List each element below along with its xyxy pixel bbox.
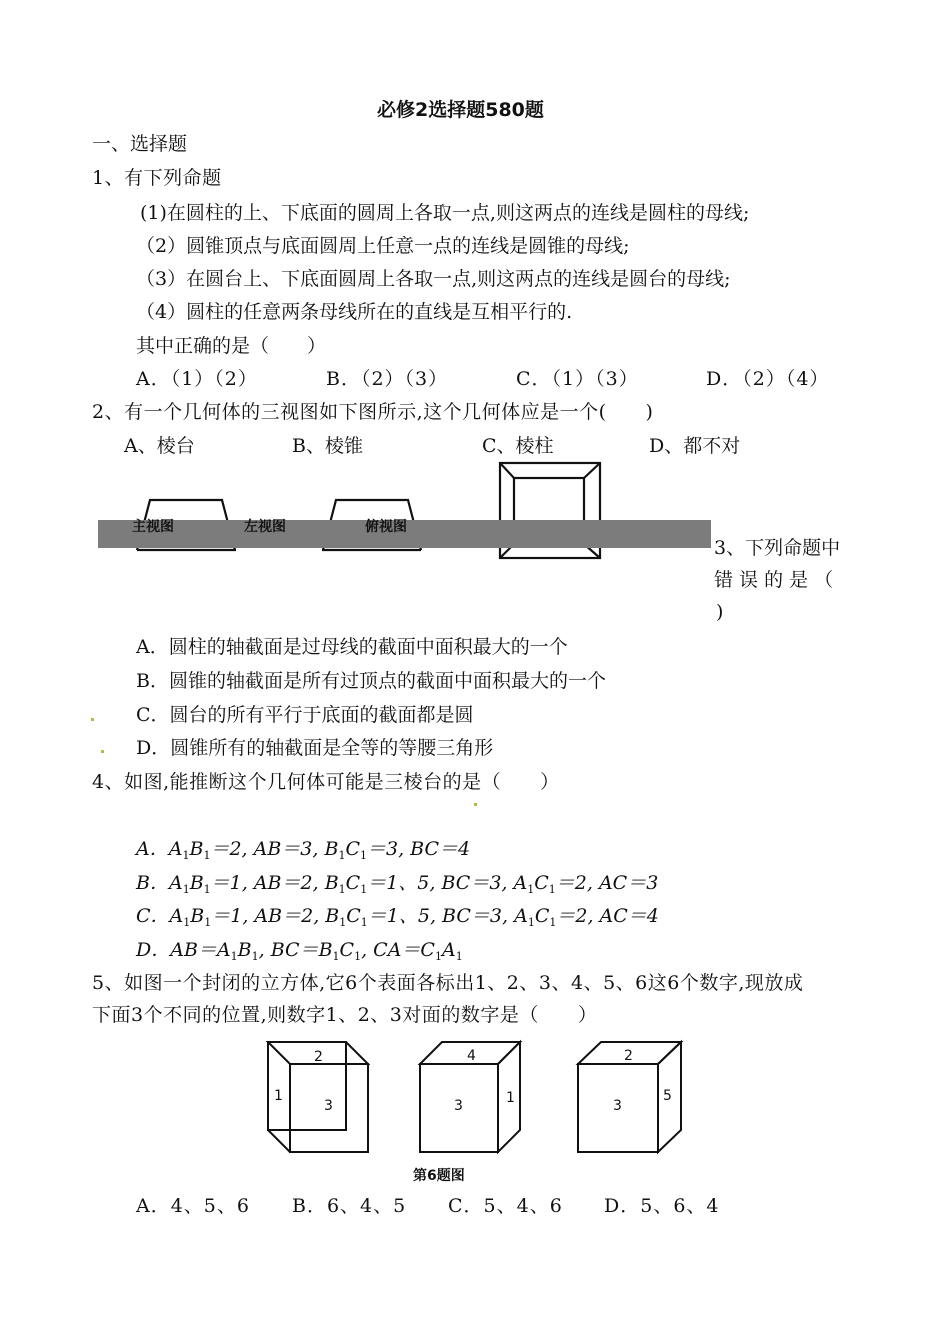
q2-option-a: A、棱台 <box>124 435 195 457</box>
cube-2-side-number: 1 <box>506 1090 515 1106</box>
cube-3-front-number: 3 <box>613 1098 622 1114</box>
q4-option-c: C．$A_1B_1=1$, AB＝2, $B_1C_1=1$、5, BC＝3, $A_1C_1=2$, AC＝4 <box>136 905 659 929</box>
cube-1-front-number: 3 <box>324 1098 333 1114</box>
q4-option-b: B．$A_1B_1=1$, AB＝2, $B_1C_1=1$、5, BC＝3, $A_1C_1=2$, AC＝3 <box>136 872 659 896</box>
q2-option-d: D、都不对 <box>649 435 741 457</box>
q5-option-d: D．5、6、4 <box>604 1195 720 1217</box>
cube-2-top-number: 4 <box>467 1048 476 1064</box>
q3-option-c: C．圆台的所有平行于底面的截面都是圆 <box>136 704 474 726</box>
q3-option-d: D．圆锥所有的轴截面是全等的等腰三角形 <box>136 737 494 759</box>
q1-stem: 1、有下列命题 <box>92 167 222 189</box>
q1-option-d: D．（2）（4） <box>706 368 830 390</box>
cube-2-front-number: 3 <box>454 1098 463 1114</box>
page-title: 必修2选择题580题 <box>377 99 544 121</box>
q1-option-b: B．（2）（3） <box>326 368 449 390</box>
cube-1-side-number: 1 <box>274 1088 283 1104</box>
q1-item-2: （2）圆锥顶点与底面圆周上任意一点的连线是圆锥的母线; <box>136 235 630 257</box>
q3-option-a: A．圆柱的轴截面是过母线的截面中面积最大的一个 <box>136 636 568 658</box>
cube-1-top-number: 2 <box>314 1049 323 1065</box>
q2-stem: 2、有一个几何体的三视图如下图所示,这个几何体应是一个( ) <box>92 401 654 423</box>
q5-option-c: C．5、4、6 <box>448 1195 563 1217</box>
q1-item-1: (1)在圆柱的上、下底面的圆周上各取一点,则这两点的连线是圆柱的母线; <box>140 202 750 224</box>
q2-option-b: B、棱锥 <box>292 435 363 457</box>
cube-3-top-number: 2 <box>624 1048 633 1064</box>
q1-option-c: C．（1）（3） <box>516 368 639 390</box>
front-view-label: 主视图 <box>132 519 174 535</box>
q1-option-a: A．（1）（2） <box>136 368 258 390</box>
cube-3-side-number: 5 <box>663 1088 672 1104</box>
q1-item-4: （4）圆柱的任意两条母线所在的直线是互相平行的. <box>136 301 573 323</box>
q5-stem-line-1: 5、如图一个封闭的立方体,它6个表面各标出1、2、3、4、5、6这6个数字,现放成 <box>92 972 804 994</box>
q2-option-c: C、棱柱 <box>482 435 554 457</box>
side-view-label: 左视图 <box>244 519 286 535</box>
q3-stem-line-1: 3、下列命题中 <box>714 537 841 559</box>
q5-option-a: A．4、5、6 <box>136 1195 250 1217</box>
cube-figure-caption: 第6题图 <box>413 1168 465 1184</box>
top-view-label: 俯视图 <box>365 519 407 535</box>
section-heading: 一、选择题 <box>92 133 188 155</box>
q3-stem-line-3: ) <box>716 601 724 623</box>
q5-option-b: B．6、4、5 <box>292 1195 407 1217</box>
q4-option-a: A．$A_1B_1=2$, AB＝3, $B_1C_1=3$, BC＝4 <box>136 838 471 862</box>
q3-option-b: B．圆锥的轴截面是所有过顶点的截面中面积最大的一个 <box>136 670 606 692</box>
q4-stem: 4、如图,能推断这个几何体可能是三棱台的是（ ） <box>92 771 560 793</box>
q1-item-3: （3）在圆台上、下底面圆周上各取一点,则这两点的连线是圆台的母线; <box>136 268 731 290</box>
q1-ask: 其中正确的是（ ） <box>136 335 327 357</box>
q3-stem-line-2: 错 误 的 是 （ <box>714 569 834 591</box>
q5-stem-line-2: 下面3个不同的位置,则数字1、2、3对面的数字是（ ） <box>92 1004 598 1026</box>
q4-option-d: D．$AB=A_1B_1$, $BC=B_1C_1$, $CA=C_1A_1$ <box>136 939 463 963</box>
